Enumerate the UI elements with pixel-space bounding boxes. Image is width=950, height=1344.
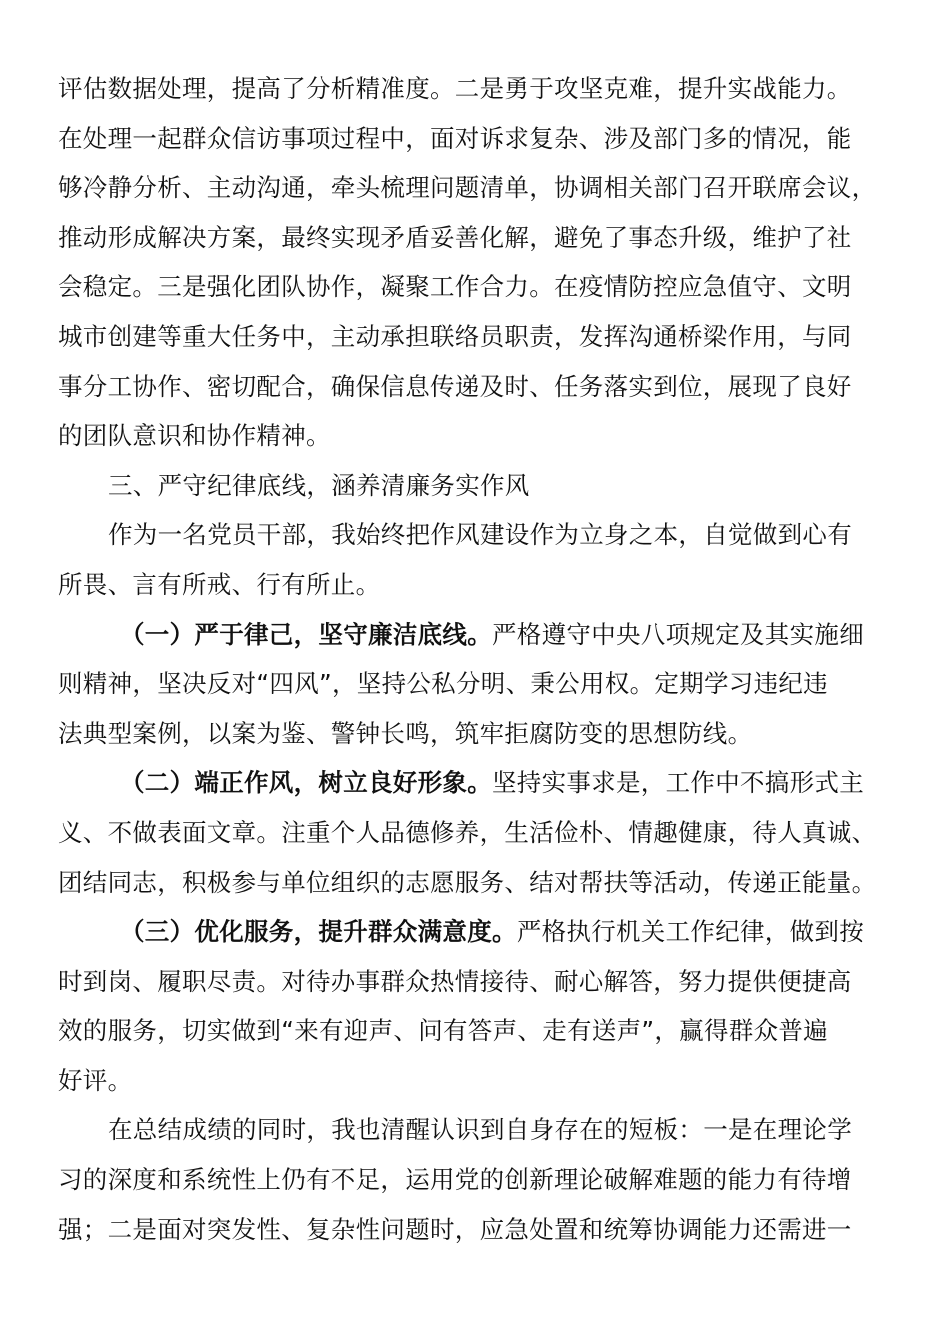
paragraph-shortcomings [58,1105,898,1254]
text-line: 会稳定。三是强化团队协作，凝聚工作合力。在疫情防控应急值守、文明 [58,272,852,302]
text-line: 的团队意识和协作精神。 [58,421,331,451]
text-line: 习的深度和系统性上仍有不足，运用党的创新理论破解难题的能力有待增 [58,1165,852,1195]
paragraph-item-1 [58,610,898,759]
paragraph-intro [58,510,898,609]
document-page [58,64,898,1254]
text-line: 团结同志，积极参与单位组织的志愿服务、结对帮扶等活动，传递正能量。 [58,867,877,897]
item-text: 坚持实事求是，工作中不搞形式主 [492,768,864,798]
text-line [58,907,898,957]
text-line: 时到岗、履职尽责。对待办事群众热情接待、耐心解答，努力提供便捷高 [58,966,852,996]
text-line: 义、不做表面文章。注重个人品德修养，生活俭朴、情趣健康，待人真诚、 [58,817,877,847]
text-line [58,758,898,808]
text-line: 好评。 [58,1065,133,1095]
text-line: 则精神，坚决反对“四风”，坚持公私分明、秉公用权。定期学习违纪违 [58,669,828,699]
text-line [58,610,898,660]
text-line: 在处理一起群众信访事项过程中，面对诉求复杂、涉及部门多的情况，能 [58,123,852,153]
text-line: 所畏、言有所戒、行有所止。 [58,569,381,599]
text-line: 作为一名党员干部，我始终把作风建设作为立身之本，自觉做到心有 [108,520,852,550]
text-line: 强；二是面对突发性、复杂性问题时，应急处置和统筹协调能力还需进一 [58,1214,852,1244]
text-line: 事分工协作、密切配合，确保信息传递及时、任务落实到位，展现了良好 [58,371,852,401]
paragraph-achievements [58,64,898,461]
text-line: 效的服务，切实做到“来有迎声、问有答声、走有送声”，赢得群众普遍 [58,1016,828,1046]
section-heading: 三、严守纪律底线，涵养清廉务实作风 [108,470,530,500]
paragraph-item-3 [58,907,898,1105]
paragraph-item-2 [58,758,898,907]
text-line: 推动形成解决方案，最终实现矛盾妥善化解，避免了事态升级，维护了社 [58,222,852,252]
text-line: 法典型案例，以案为鉴、警钟长鸣，筑牢拒腐防变的思想防线。 [58,718,753,748]
item-heading: （二）端正作风，树立良好形象。 [120,768,492,798]
text-line: 城市创建等重大任务中，主动承担联络员职责，发挥沟通桥梁作用，与同 [58,321,852,351]
item-heading: （三）优化服务，提升群众满意度。 [120,917,517,947]
text-line: 够冷静分析、主动沟通，牵头梳理问题清单，协调相关部门召开联席会议， [58,173,877,203]
text-line: 在总结成绩的同时，我也清醒认识到自身存在的短板：一是在理论学 [108,1115,852,1145]
item-text: 严格执行机关工作纪律，做到按 [516,917,865,947]
text-line: 评估数据处理，提高了分析精准度。二是勇于攻坚克难，提升实战能力。 [58,74,852,103]
item-heading: （一）严于律己，坚守廉洁底线。 [120,619,492,649]
item-text: 严格遵守中央八项规定及其实施细 [492,619,864,649]
